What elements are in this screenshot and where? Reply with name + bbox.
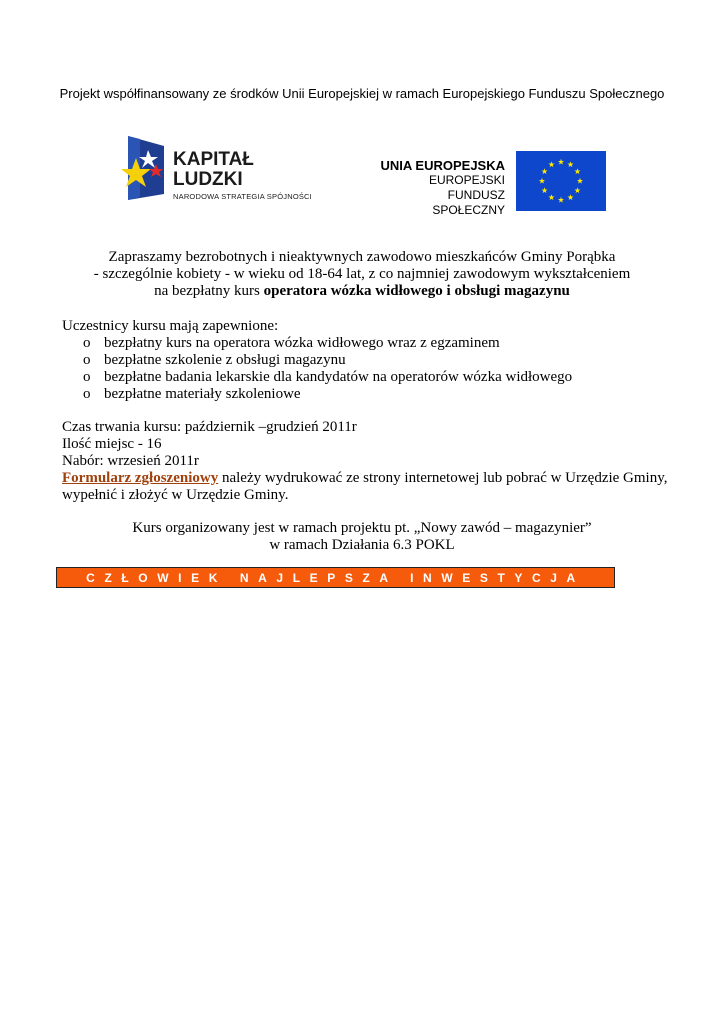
intro-text [0,249,724,300]
list-item [62,369,572,386]
duration-text: Czas trwania kursu: październik –grudzień 2011r [62,419,357,435]
kapital-ludzki-title: KAPITAŁ LUDZKI [173,149,254,190]
benefit-text: bezpłatne materiały szkoleniowe [104,386,301,402]
bullet-icon: o [83,352,91,368]
intro-line-1: Zapraszamy bezrobotnych i nieaktywnych zawodowo mieszkańców Gminy Porąbka [108,249,616,265]
benefit-text: bezpłatne badania lekarskie dla kandydatów na operatorów wózka widłowego [104,369,573,385]
bullet-icon: o [83,335,91,351]
intro-line-3 [0,283,724,300]
unia-europejska-logo-text [380,158,505,218]
benefits-section [62,318,572,403]
kapital-ludzki-icon [118,136,170,200]
seats-text: Ilość miejsc - 16 [62,436,162,452]
slogan-text: CZŁOWIEK NAJLEPSZA INWESTYCJA [86,570,585,585]
bullet-icon: o [83,386,91,402]
recruitment-text: Nabór: wrzesień 2011r [62,453,199,469]
eu-flag-icon [516,151,606,211]
benefit-text: bezpłatne szkolenie z obsługi magazynu [104,352,346,368]
course-details [62,419,682,504]
list-item [62,386,572,403]
project-line-1: Kurs organizowany jest w ramach projektu pt. „Nowy zawód – magazynier” [132,520,592,536]
form-instructions: należy wydrukować ze strony internetowej lub pobrać w Urzędzie Gminy, wypełnić i złożyć w Urzędzie Gminy. [62,470,668,503]
ue-title: UNIA EUROPEJSKA [380,158,505,173]
list-item [62,352,572,369]
kapital-ludzki-subtitle: NARODOWA STRATEGIA SPÓJNOŚCI [173,192,312,201]
ue-line-2: FUNDUSZ SPOŁECZNY [432,188,505,217]
kapital-ludzki-logo [118,136,328,200]
form-link[interactable]: Formularz zgłoszeniowy [62,470,219,486]
course-name: operatora wózka widłowego i obsługi magazynu [263,283,570,299]
project-info [0,520,724,554]
form-paragraph [62,470,682,504]
project-line-2: w ramach Działania 6.3 POKL [269,537,455,553]
benefit-text: bezpłatny kurs na operatora wózka widłowego wraz z egzaminem [104,335,500,351]
ue-line-1: EUROPEJSKI [428,173,505,187]
benefits-heading: Uczestnicy kursu mają zapewnione: [62,318,279,334]
slogan-banner [56,567,615,588]
list-item [62,335,572,352]
intro-line-3-prefix: na bezpłatny kurs [154,283,264,299]
cofinancing-header: Projekt współfinansowany ze środków Unii Europejskiej w ramach Europejskiego Funduszu Społecznego [59,86,665,101]
intro-line-2: - szczególnie kobiety - w wieku od 18-64 lat, z co najmniej zawodowym wykształceniem [93,266,631,282]
bullet-icon: o [83,369,91,385]
benefits-list [62,335,572,403]
